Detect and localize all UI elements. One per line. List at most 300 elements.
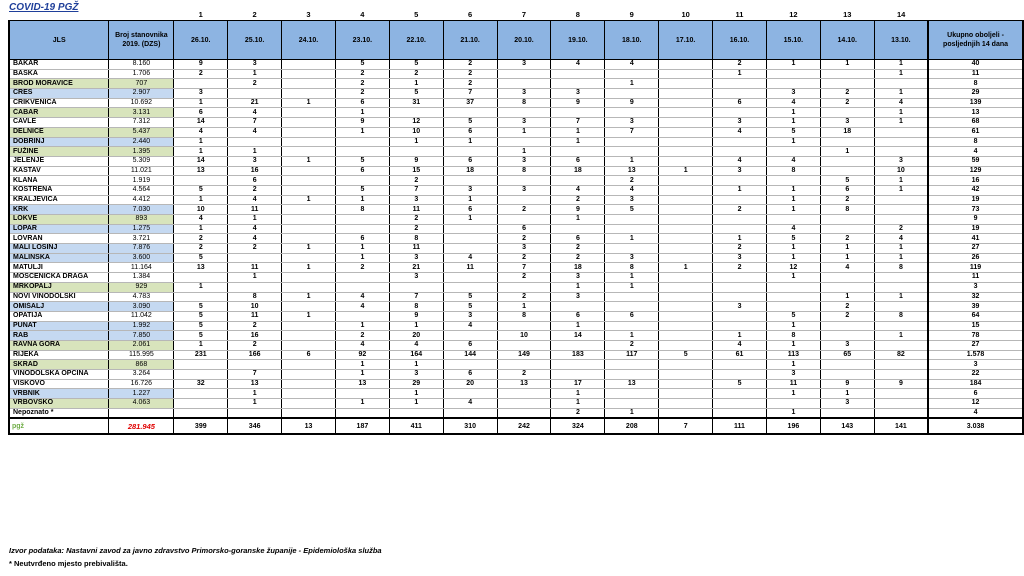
case-count-cell: 6 <box>335 234 389 244</box>
case-count-cell: 6 <box>282 350 336 360</box>
case-count-cell <box>282 118 336 128</box>
case-count-cell: 2 <box>551 244 605 254</box>
header-row <box>9 21 1023 60</box>
case-count-cell <box>713 89 767 99</box>
case-count-cell: 2 <box>174 234 228 244</box>
case-count-cell <box>174 389 228 399</box>
case-count-cell: 2 <box>228 321 282 331</box>
total-cell: 1.578 <box>928 350 1023 360</box>
total-cell: 19 <box>928 195 1023 205</box>
case-count-cell <box>282 185 336 195</box>
case-count-cell: 4 <box>335 340 389 350</box>
daily-total-cell: 324 <box>551 418 605 434</box>
municipality-name: SKRAD <box>9 360 109 370</box>
case-count-cell <box>659 389 713 399</box>
municipality-name: LOKVE <box>9 215 109 225</box>
case-count-cell: 1 <box>766 253 820 263</box>
case-count-cell: 82 <box>874 350 928 360</box>
total-cell: 139 <box>928 98 1023 108</box>
case-count-cell: 4 <box>228 234 282 244</box>
date-header: 18.10. <box>605 21 659 60</box>
case-count-cell: 1 <box>443 137 497 147</box>
case-count-cell: 1 <box>335 253 389 263</box>
day-index-row <box>9 8 1023 21</box>
jls-header: JLS <box>9 21 109 60</box>
case-count-cell: 3 <box>228 156 282 166</box>
case-count-cell: 3 <box>605 195 659 205</box>
source-note: Izvor podataka: Nastavni zavod za javno zdravstvo Primorsko-goranske županije - Epidemiološka služba <box>9 546 382 555</box>
table-row <box>9 263 1023 273</box>
case-count-cell: 1 <box>551 127 605 137</box>
case-count-cell <box>874 302 928 312</box>
case-count-cell <box>820 137 874 147</box>
total-cell: 42 <box>928 185 1023 195</box>
case-count-cell <box>282 89 336 99</box>
case-count-cell <box>659 234 713 244</box>
case-count-cell <box>659 321 713 331</box>
case-count-cell: 10 <box>874 166 928 176</box>
case-count-cell: 92 <box>335 350 389 360</box>
population-cell: 5.437 <box>109 127 174 137</box>
case-count-cell <box>551 176 605 186</box>
case-count-cell: 3 <box>766 370 820 380</box>
municipality-name: MOŠĆENIČKA DRAGA <box>9 273 109 283</box>
population-cell: 7.850 <box>109 331 174 341</box>
case-count-cell: 6 <box>228 176 282 186</box>
day-index: 13 <box>843 9 852 19</box>
case-count-cell <box>659 253 713 263</box>
case-count-cell <box>713 399 767 409</box>
case-count-cell <box>659 118 713 128</box>
case-count-cell <box>874 79 928 89</box>
municipality-name: MALI LOŠINJ <box>9 244 109 254</box>
case-count-cell: 13 <box>174 166 228 176</box>
case-count-cell <box>820 408 874 418</box>
case-count-cell: 3 <box>820 118 874 128</box>
case-count-cell: 5 <box>766 311 820 321</box>
case-count-cell: 8 <box>389 302 443 312</box>
case-count-cell: 1 <box>497 127 551 137</box>
case-count-cell <box>874 389 928 399</box>
case-count-cell <box>605 108 659 118</box>
case-count-cell: 12 <box>389 118 443 128</box>
case-count-cell: 2 <box>713 205 767 215</box>
case-count-cell <box>605 224 659 234</box>
case-count-cell <box>820 79 874 89</box>
case-count-cell: 1 <box>766 389 820 399</box>
case-count-cell: 1 <box>659 263 713 273</box>
case-count-cell <box>605 137 659 147</box>
table-row <box>9 292 1023 302</box>
case-count-cell: 9 <box>389 156 443 166</box>
municipality-name: RAB <box>9 331 109 341</box>
case-count-cell <box>820 282 874 292</box>
case-count-cell: 2 <box>820 98 874 108</box>
case-count-cell: 5 <box>766 127 820 137</box>
case-count-cell: 2 <box>497 292 551 302</box>
case-count-cell <box>174 292 228 302</box>
case-count-cell <box>659 89 713 99</box>
case-count-cell: 1 <box>766 118 820 128</box>
population-cell: 1.992 <box>109 321 174 331</box>
case-count-cell <box>820 156 874 166</box>
table-row <box>9 408 1023 418</box>
case-count-cell: 1 <box>174 137 228 147</box>
case-count-cell <box>551 147 605 157</box>
case-count-cell: 29 <box>389 379 443 389</box>
case-count-cell: 2 <box>174 244 228 254</box>
population-cell: 115.995 <box>109 350 174 360</box>
case-count-cell: 9 <box>820 379 874 389</box>
municipality-name: LOPAR <box>9 224 109 234</box>
municipality-name: MATULJI <box>9 263 109 273</box>
case-count-cell: 1 <box>874 89 928 99</box>
case-count-cell: 1 <box>766 273 820 283</box>
case-count-cell: 2 <box>820 234 874 244</box>
case-count-cell: 18 <box>443 166 497 176</box>
case-count-cell <box>282 60 336 70</box>
total-cell: 27 <box>928 340 1023 350</box>
case-count-cell: 15 <box>389 166 443 176</box>
municipality-name: CRIKVENICA <box>9 98 109 108</box>
case-count-cell: 1 <box>766 408 820 418</box>
daily-total-cell: 196 <box>766 418 820 434</box>
case-count-cell <box>659 340 713 350</box>
case-count-cell: 4 <box>766 156 820 166</box>
total-cell: 22 <box>928 370 1023 380</box>
day-index: 14 <box>896 9 906 19</box>
case-count-cell: 1 <box>174 340 228 350</box>
case-count-cell <box>282 176 336 186</box>
table-row <box>9 399 1023 409</box>
case-count-cell <box>174 273 228 283</box>
table-row <box>9 234 1023 244</box>
municipality-name: FUŽINE <box>9 147 109 157</box>
total-cell: 3 <box>928 282 1023 292</box>
total-cell: 4 <box>928 147 1023 157</box>
case-count-cell: 11 <box>389 244 443 254</box>
case-count-cell: 3 <box>713 118 767 128</box>
case-count-cell <box>335 389 389 399</box>
table-row <box>9 253 1023 263</box>
case-count-cell <box>605 399 659 409</box>
case-count-cell: 1 <box>874 108 928 118</box>
case-count-cell <box>766 282 820 292</box>
case-count-cell: 1 <box>335 244 389 254</box>
case-count-cell <box>659 273 713 283</box>
case-count-cell <box>443 147 497 157</box>
case-count-cell: 2 <box>713 263 767 273</box>
case-count-cell: 4 <box>174 215 228 225</box>
case-count-cell: 5 <box>443 292 497 302</box>
case-count-cell: 164 <box>389 350 443 360</box>
table-row <box>9 89 1023 99</box>
day-index: 5 <box>414 9 419 19</box>
municipality-name: MRKOPALJ <box>9 282 109 292</box>
case-count-cell <box>874 399 928 409</box>
population-cell: 1.227 <box>109 389 174 399</box>
case-count-cell: 11 <box>228 205 282 215</box>
case-count-cell: 4 <box>443 253 497 263</box>
case-count-cell: 1 <box>874 292 928 302</box>
case-count-cell: 8 <box>874 263 928 273</box>
table-row <box>9 215 1023 225</box>
date-header: 26.10. <box>174 21 228 60</box>
case-count-cell <box>174 360 228 370</box>
case-count-cell: 6 <box>605 311 659 321</box>
case-count-cell <box>497 408 551 418</box>
case-count-cell: 1 <box>335 108 389 118</box>
day-index: 9 <box>629 9 634 19</box>
case-count-cell <box>282 340 336 350</box>
case-count-cell: 5 <box>389 89 443 99</box>
population-cell: 11.164 <box>109 263 174 273</box>
total-cell: 68 <box>928 118 1023 128</box>
case-count-cell <box>766 399 820 409</box>
case-count-cell: 5 <box>174 253 228 263</box>
case-count-cell: 6 <box>443 205 497 215</box>
case-count-cell: 3 <box>874 156 928 166</box>
case-count-cell: 4 <box>874 234 928 244</box>
case-count-cell: 1 <box>820 253 874 263</box>
case-count-cell <box>228 89 282 99</box>
case-count-cell: 7 <box>443 89 497 99</box>
case-count-cell: 4 <box>551 185 605 195</box>
daily-total-cell: 399 <box>174 418 228 434</box>
day-index-blank <box>928 8 1023 21</box>
population-cell: 3.131 <box>109 108 174 118</box>
case-count-cell <box>174 370 228 380</box>
total-cell: 78 <box>928 331 1023 341</box>
case-count-cell: 12 <box>766 263 820 273</box>
population-cell: 1.384 <box>109 273 174 283</box>
case-count-cell <box>228 408 282 418</box>
case-count-cell <box>659 60 713 70</box>
case-count-cell: 2 <box>820 89 874 99</box>
case-count-cell: 1 <box>551 321 605 331</box>
footnote: * Neutvrđeno mjesto prebivališta. <box>9 559 128 568</box>
case-count-cell: 1 <box>443 215 497 225</box>
case-count-cell <box>713 282 767 292</box>
case-count-cell: 9 <box>335 118 389 128</box>
case-count-cell <box>174 176 228 186</box>
case-count-cell <box>713 79 767 89</box>
case-count-cell: 2 <box>228 79 282 89</box>
table-row <box>9 127 1023 137</box>
case-count-cell <box>659 282 713 292</box>
case-count-cell <box>282 215 336 225</box>
case-count-cell: 9 <box>605 98 659 108</box>
case-count-cell: 1 <box>766 360 820 370</box>
table-row <box>9 350 1023 360</box>
case-count-cell <box>282 360 336 370</box>
case-count-cell <box>389 108 443 118</box>
case-count-cell <box>282 253 336 263</box>
case-count-cell <box>659 185 713 195</box>
day-index: 12 <box>789 9 798 19</box>
case-count-cell <box>497 399 551 409</box>
population-cell: 7.876 <box>109 244 174 254</box>
case-count-cell <box>443 408 497 418</box>
table-row <box>9 389 1023 399</box>
case-count-cell: 7 <box>389 292 443 302</box>
case-count-cell: 8 <box>497 98 551 108</box>
date-header: 19.10. <box>551 21 605 60</box>
case-count-cell: 1 <box>605 282 659 292</box>
case-count-cell <box>605 302 659 312</box>
case-count-cell <box>659 399 713 409</box>
case-count-cell: 2 <box>713 244 767 254</box>
case-count-cell <box>282 137 336 147</box>
case-count-cell: 8 <box>497 166 551 176</box>
case-count-cell: 1 <box>874 244 928 254</box>
case-count-cell <box>659 156 713 166</box>
case-count-cell <box>659 379 713 389</box>
population-header: Broj stanovnika 2019. (DZS) <box>109 21 174 60</box>
population-cell: 7.030 <box>109 205 174 215</box>
case-count-cell: 5 <box>443 302 497 312</box>
case-count-cell: 1 <box>551 282 605 292</box>
case-count-cell: 1 <box>497 147 551 157</box>
case-count-cell <box>874 127 928 137</box>
table-row <box>9 244 1023 254</box>
case-count-cell: 1 <box>335 127 389 137</box>
population-cell: 11.021 <box>109 166 174 176</box>
case-count-cell: 2 <box>335 69 389 79</box>
case-count-cell: 9 <box>551 205 605 215</box>
case-count-cell: 1 <box>605 79 659 89</box>
table-row <box>9 205 1023 215</box>
table-row <box>9 79 1023 89</box>
case-count-cell: 1 <box>389 321 443 331</box>
total-cell: 15 <box>928 321 1023 331</box>
case-count-cell: 3 <box>443 185 497 195</box>
total-cell: 11 <box>928 69 1023 79</box>
case-count-cell: 4 <box>713 340 767 350</box>
case-count-cell: 3 <box>551 292 605 302</box>
case-count-cell <box>820 360 874 370</box>
case-count-cell: 9 <box>389 311 443 321</box>
case-count-cell: 4 <box>228 224 282 234</box>
case-count-cell: 8 <box>820 205 874 215</box>
case-count-cell <box>282 205 336 215</box>
case-count-cell: 3 <box>389 195 443 205</box>
case-count-cell: 1 <box>605 234 659 244</box>
population-cell: 7.312 <box>109 118 174 128</box>
total-cell: 26 <box>928 253 1023 263</box>
case-count-cell <box>443 176 497 186</box>
daily-total-cell: 310 <box>443 418 497 434</box>
case-count-cell <box>443 389 497 399</box>
case-count-cell: 7 <box>228 118 282 128</box>
case-count-cell: 9 <box>551 98 605 108</box>
date-header: 15.10. <box>766 21 820 60</box>
daily-total-cell: 143 <box>820 418 874 434</box>
day-index: 1 <box>198 9 203 19</box>
case-count-cell <box>874 273 928 283</box>
case-count-cell: 13 <box>605 379 659 389</box>
case-count-cell: 2 <box>497 253 551 263</box>
population-cell: 2.440 <box>109 137 174 147</box>
case-count-cell: 4 <box>551 60 605 70</box>
case-count-cell <box>497 340 551 350</box>
case-count-cell <box>659 98 713 108</box>
case-count-cell <box>551 370 605 380</box>
case-count-cell: 11 <box>228 263 282 273</box>
day-index: 8 <box>575 9 580 19</box>
municipality-name: VINODOLSKA OPĆINA <box>9 370 109 380</box>
population-cell: 4.412 <box>109 195 174 205</box>
case-count-cell <box>174 408 228 418</box>
case-count-cell: 1 <box>228 69 282 79</box>
case-count-cell <box>820 273 874 283</box>
case-count-cell: 3 <box>497 156 551 166</box>
case-count-cell: 7 <box>605 127 659 137</box>
table-row <box>9 176 1023 186</box>
case-count-cell <box>605 292 659 302</box>
case-count-cell: 1 <box>659 166 713 176</box>
case-count-cell: 5 <box>335 185 389 195</box>
table-row <box>9 379 1023 389</box>
case-count-cell: 3 <box>551 273 605 283</box>
total-cell: 29 <box>928 89 1023 99</box>
case-count-cell: 5 <box>659 350 713 360</box>
case-count-cell: 183 <box>551 350 605 360</box>
case-count-cell <box>443 273 497 283</box>
case-count-cell <box>713 147 767 157</box>
case-count-cell <box>713 137 767 147</box>
case-count-cell: 9 <box>174 60 228 70</box>
case-count-cell <box>766 69 820 79</box>
municipality-name: CRES <box>9 89 109 99</box>
case-count-cell: 1 <box>174 147 228 157</box>
case-count-cell: 3 <box>820 399 874 409</box>
case-count-cell: 1 <box>335 360 389 370</box>
case-count-cell: 11 <box>389 205 443 215</box>
daily-total-cell: 7 <box>659 418 713 434</box>
case-count-cell <box>335 282 389 292</box>
case-count-cell: 1 <box>713 234 767 244</box>
case-count-cell: 13 <box>605 166 659 176</box>
table-row <box>9 166 1023 176</box>
population-cell: 893 <box>109 215 174 225</box>
case-count-cell: 3 <box>820 340 874 350</box>
case-count-cell: 1 <box>874 331 928 341</box>
case-count-cell: 1 <box>874 176 928 186</box>
case-count-cell <box>497 360 551 370</box>
case-count-cell <box>174 399 228 409</box>
case-count-cell <box>335 137 389 147</box>
municipality-name: KLANA <box>9 176 109 186</box>
case-count-cell <box>282 273 336 283</box>
case-count-cell: 1 <box>335 399 389 409</box>
case-count-cell: 1 <box>713 185 767 195</box>
total-cell: 73 <box>928 205 1023 215</box>
total-cell: 6 <box>928 389 1023 399</box>
table-row <box>9 185 1023 195</box>
case-count-cell: 4 <box>174 127 228 137</box>
municipality-name: VIŠKOVO <box>9 379 109 389</box>
total-cell: 40 <box>928 60 1023 70</box>
date-header: 23.10. <box>335 21 389 60</box>
municipality-name: JELENJE <box>9 156 109 166</box>
case-count-cell: 4 <box>713 127 767 137</box>
case-count-cell: 2 <box>389 69 443 79</box>
case-count-cell <box>551 224 605 234</box>
case-count-cell: 10 <box>497 331 551 341</box>
case-count-cell <box>874 137 928 147</box>
case-count-cell: 8 <box>605 263 659 273</box>
